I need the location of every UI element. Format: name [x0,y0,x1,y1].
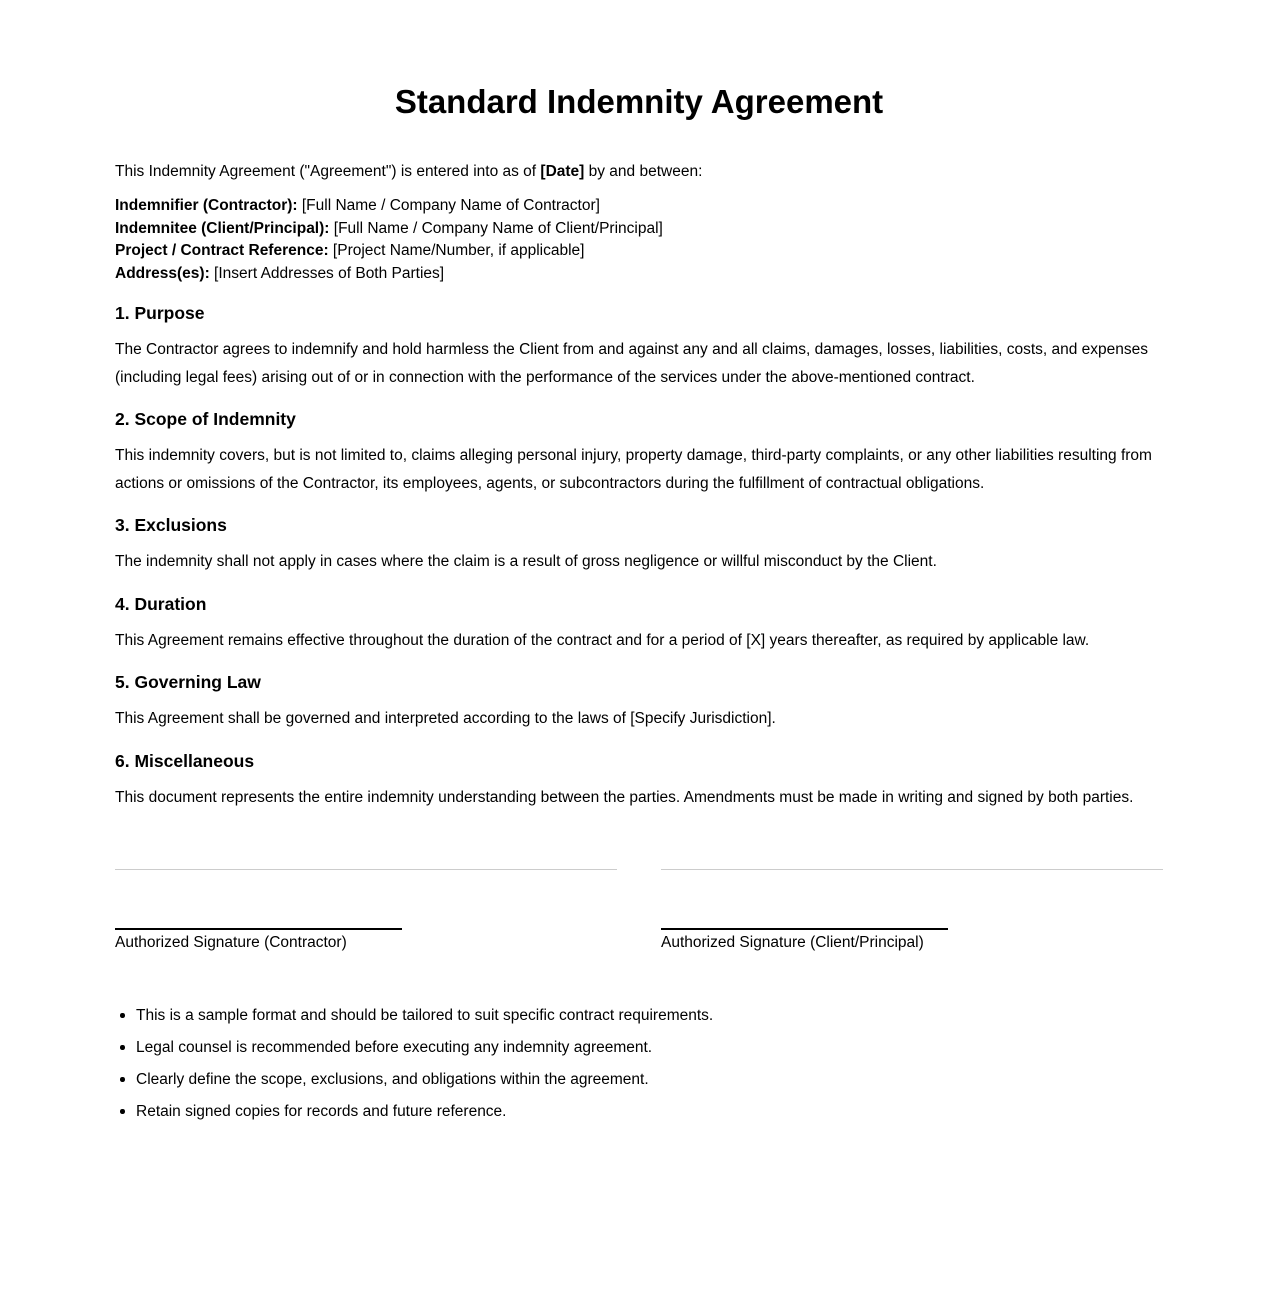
date-placeholder: [Date] [540,163,585,180]
section-heading: 4. Duration [115,593,207,614]
section-purpose [115,303,1163,391]
section-body: This Agreement remains effective throughout the duration of the contract and for a period of [X] years thereafter, as required by applicable law. [115,631,1090,649]
section-scope-of-indemnity [115,409,1163,497]
party-value: [Full Name / Company Name of Contractor] [297,197,600,214]
party-line-indemnitee [115,220,663,237]
signature-column-client [661,869,1163,953]
intro-text-pre: This Indemnity Agreement ("Agreement") is entered into as of [115,163,541,180]
signature-line [661,870,948,930]
section-heading: 2. Scope of Indemnity [115,409,296,429]
section-body: This Agreement shall be governed and interpreted according to the laws of [Specify Jurisdiction]. [115,710,776,727]
party-label: Indemnitee (Client/Principal): [115,219,330,237]
section-exclusions [115,515,1163,576]
note-text: Clearly define the scope, exclusions, and obligations within the agreement. [136,1071,649,1088]
section-duration [115,594,1163,655]
section-heading: 5. Governing Law [115,672,261,692]
party-label: Indemnifier (Contractor): [115,197,298,214]
party-value: [Insert Addresses of Both Parties] [209,264,445,282]
page-title: Standard Indemnity Agreement [394,83,884,120]
section-body: The Contractor agrees to indemnify and hold harmless the Client from and against any and all claims, damages, losses, liabilities, costs, and expenses (including legal fees) arising out of or in connection with the performance of the services under the above-mentioned contract. [115,341,1149,386]
section-body: The indemnity shall not apply in cases where the claim is a result of gross negligence or willful misconduct by the Client. [115,553,937,570]
section-body: This document represents the entire indemnity understanding between the parties. Amendments must be made in writing and signed by both parties. [115,788,1134,806]
section-governing-law [115,672,1163,733]
note-text: This is a sample format and should be tailored to suit specific contract requirements. [136,1007,714,1024]
notes-list [115,1005,1163,1122]
party-label: Address(es): [115,264,210,282]
bullet-icon [120,1109,125,1114]
party-value: [Project Name/Number, if applicable] [328,242,585,259]
signature-column-contractor [115,869,617,953]
signature-row [115,869,1163,953]
signature-label-client: Authorized Signature (Client/Principal) [661,934,924,951]
section-heading: 3. Exclusions [115,515,227,535]
bullet-icon [120,1013,125,1018]
section-heading: 1. Purpose [115,303,205,323]
party-line-addresses [115,265,444,282]
parties-block [115,195,1163,285]
section-heading: 6. Miscellaneous [115,750,255,771]
note-item [115,1037,1163,1058]
bullet-icon [120,1077,125,1082]
party-line-indemnifier [115,197,600,214]
section-body: This indemnity covers, but is not limited to, claims alleging personal injury, property damage, third-party complaints, or any other liabilities resulting from actions or omissions of the Contractor, its employees, agents, or subcontractors during the fulfillment of contractual obligations. [115,447,1152,492]
party-label: Project / Contract Reference: [115,242,329,259]
note-item [115,1101,1163,1122]
note-item [115,1069,1163,1090]
party-value: [Full Name / Company Name of Client/Principal] [329,219,663,237]
note-item [115,1005,1163,1026]
intro-text-post: by and between: [584,163,703,180]
note-text: Legal counsel is recommended before executing any indemnity agreement. [136,1039,653,1056]
intro-paragraph [115,158,1163,185]
signature-label-contractor: Authorized Signature (Contractor) [115,934,347,951]
section-miscellaneous [115,751,1163,812]
note-text: Retain signed copies for records and future reference. [136,1103,507,1120]
bullet-icon [120,1045,125,1050]
signature-line [115,870,402,930]
party-line-project-reference [115,242,585,259]
